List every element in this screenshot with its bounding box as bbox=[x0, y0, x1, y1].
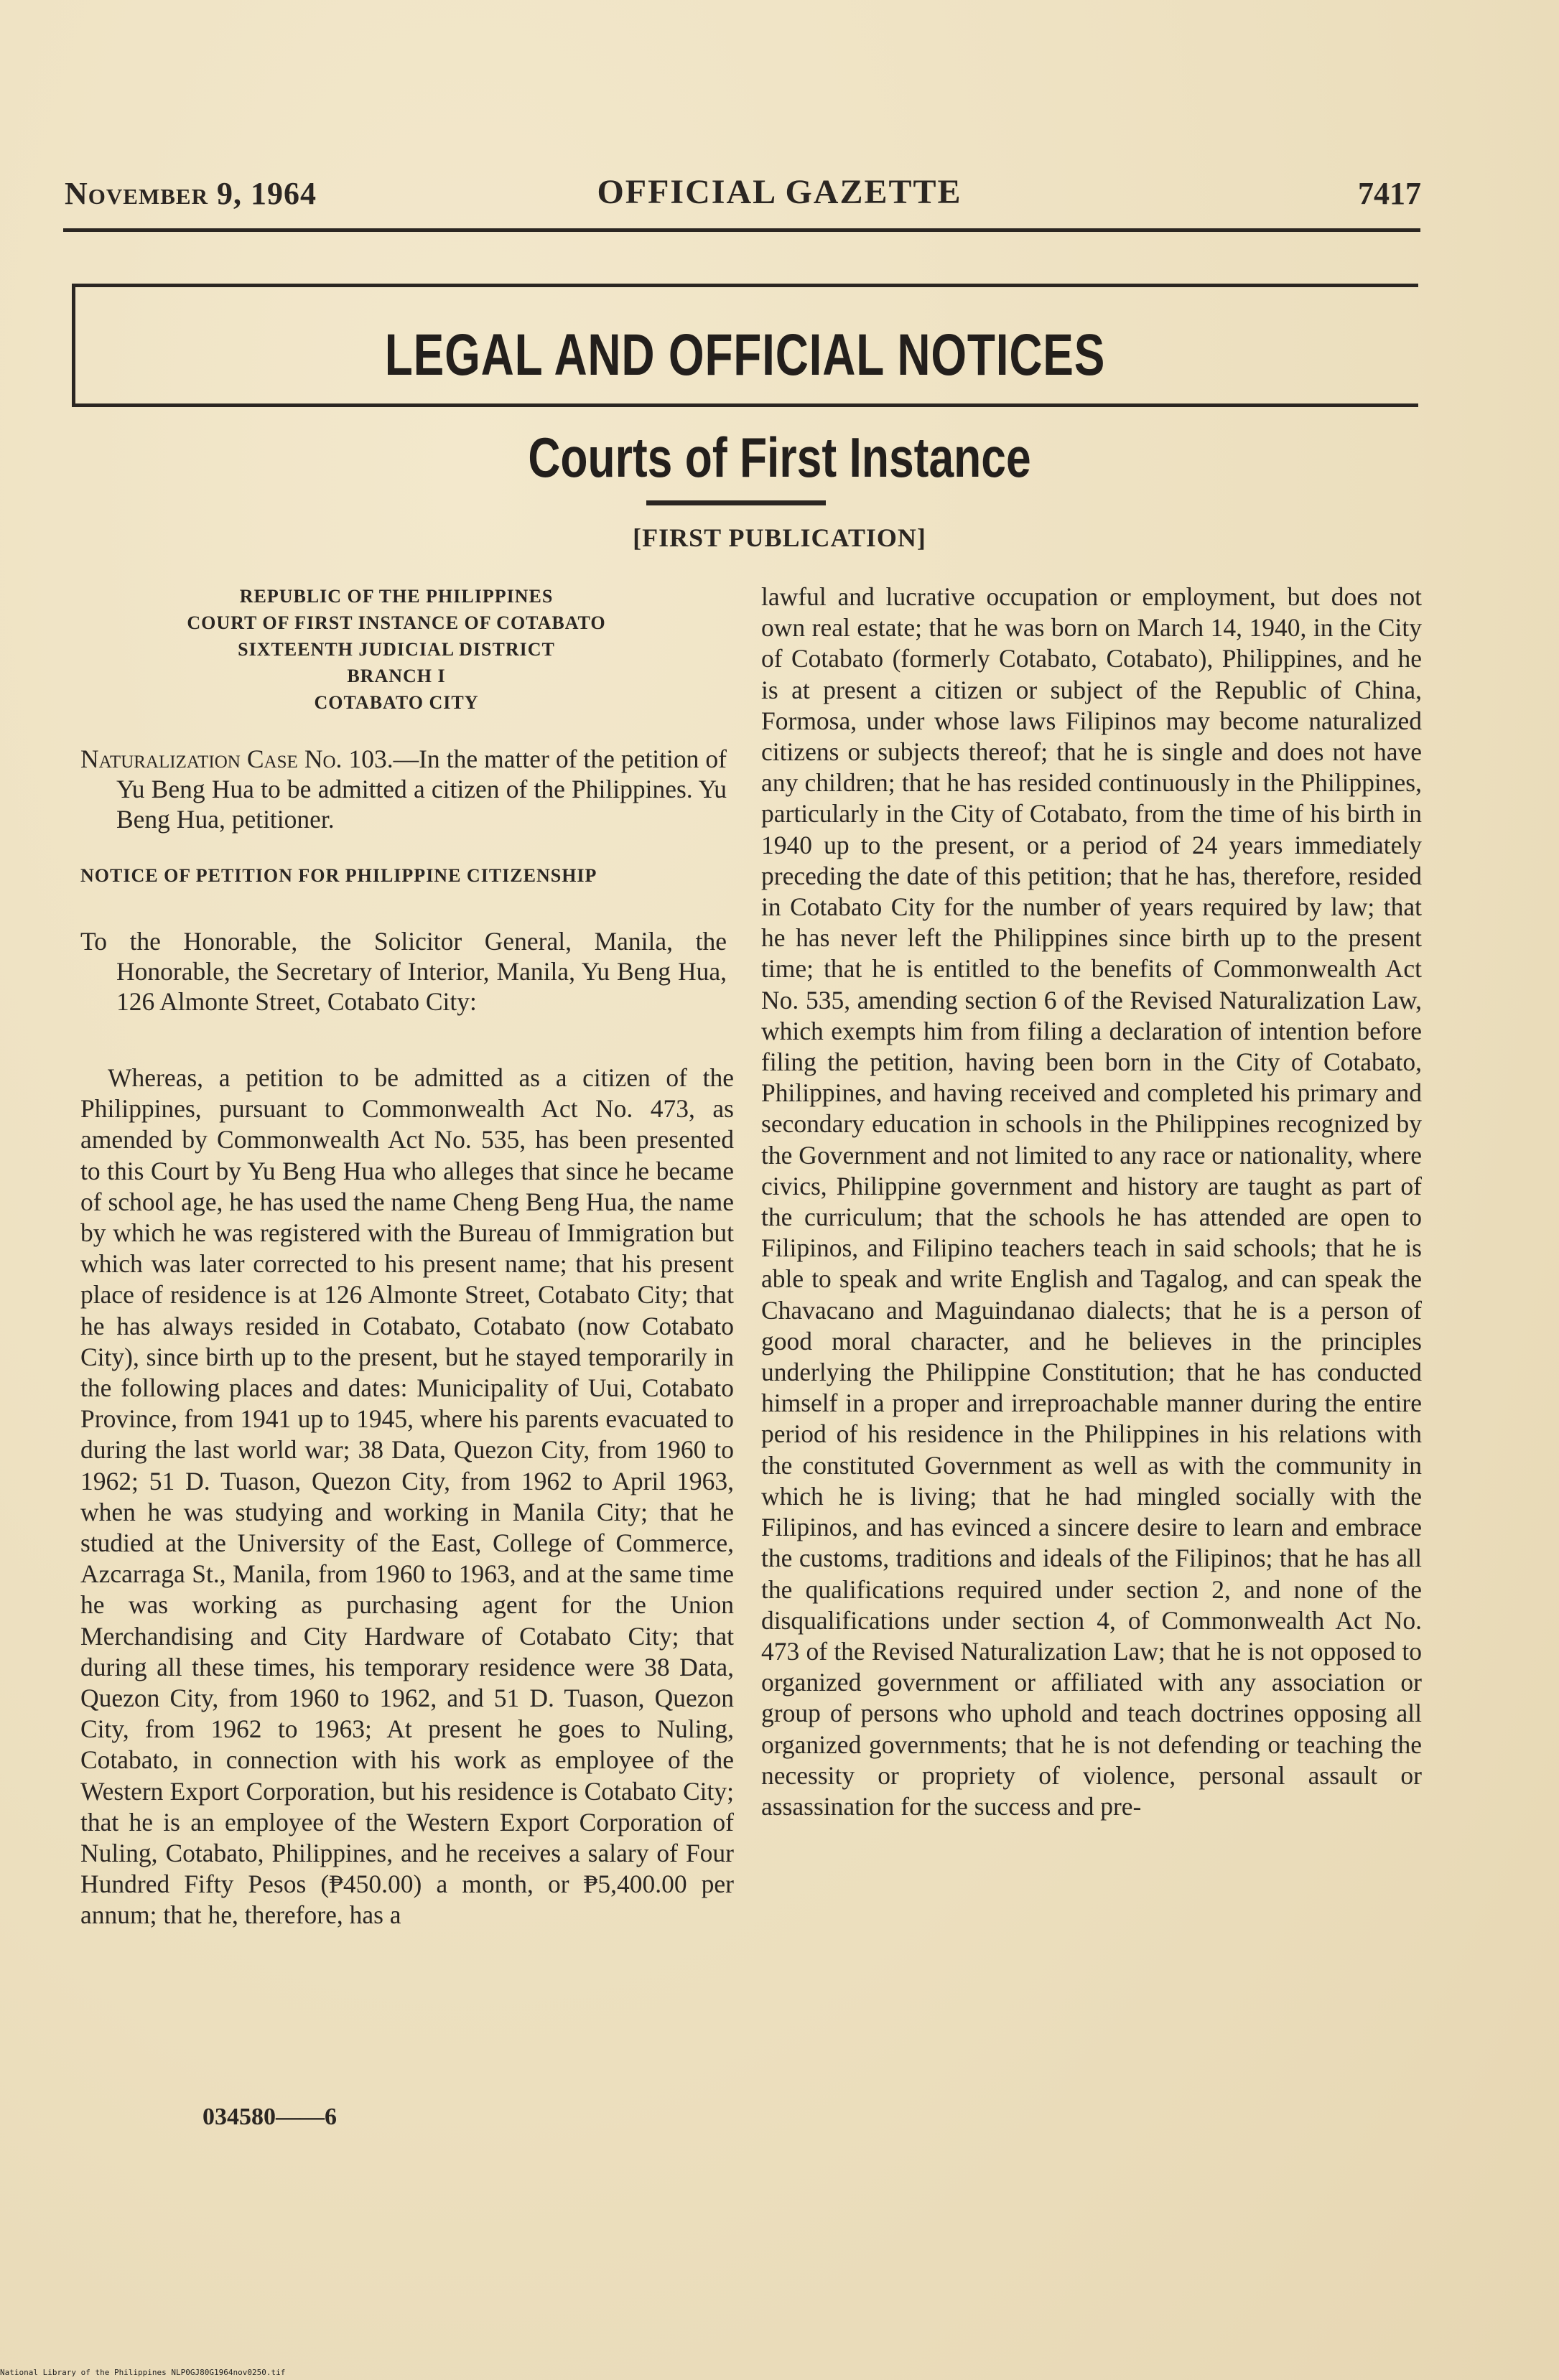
case-label: Naturalization Case No. 103. bbox=[80, 745, 394, 773]
subsection-title: Courts of First Instance bbox=[528, 426, 1031, 489]
court-caption bbox=[80, 583, 712, 716]
caption-line: BRANCH I bbox=[347, 666, 446, 686]
caption-line: COTABATO CITY bbox=[314, 692, 479, 713]
publication-title: OFFICIAL GAZETTE bbox=[597, 173, 962, 211]
caption-line: COURT OF FIRST INSTANCE OF COTABATO bbox=[187, 612, 606, 633]
caption-line: REPUBLIC OF THE PHILIPPINES bbox=[239, 586, 554, 607]
notice-title: NOTICE OF PETITION FOR PHILIPPINE CITIZENSHIP bbox=[80, 865, 597, 886]
addressees: To the Honorable, the Solicitor General, Manila, the Honorable, the Secretary of Interior, Manila, Yu Beng Hua, 126 Almonte Street, Cotabato City: bbox=[80, 927, 727, 1016]
page-number: 7417 bbox=[1358, 176, 1421, 211]
scan-footer: National Library of the Philippines NLP0GJ80G1964nov0250.tif bbox=[0, 2368, 286, 2377]
header-date: November 9, 1964 bbox=[65, 176, 317, 211]
caption-line: SIXTEENTH JUDICIAL DISTRICT bbox=[238, 639, 555, 660]
section-title: LEGAL AND OFFICIAL NOTICES bbox=[384, 322, 1106, 388]
header-rule bbox=[63, 228, 1420, 232]
body-left-column bbox=[80, 1063, 734, 1931]
subsection-rule bbox=[646, 500, 826, 505]
body-paragraph-left: Whereas, a petition to be admitted as a citizen of the Philippines, pursuant to Commonwealth Act No. 473, as amended by Commonwealth Act No. 535, has been presented to this Court by Yu Beng Hua who alleges that since he became of school age, he has used the name Cheng Beng Hua, the name by which he was registered with the Bureau of Immigration but which was later corrected to his present name; that his present place of residence is at 126 Almonte Street, Cotabato City; that he has always resided in Cotabato, Cotabato (now Cotabato City), since birth up to the present, but he stayed temporarily in the following places and dates: Municipality of Uui, Cotabato Province, from 1941 up to 1945, where his parents evacuated to during the last world war; 38 Data, Quezon City, from 1960 to 1962; 51 D. Tuason, Quezon City, from 1962 to April 1963, when he was studying and working in Manila City; that he studied at the University of the East, College of Commerce, Azcarraga St., Manila, from 1960 to 1963, and at the same time he was working as purchasing agent for the Union Merchandising and City Hardware of Cotabato City; that during all these times, his temporary residence were 38 Data, Quezon City, from 1960 to 1962, and 51 D. Tuason, Quezon City, from 1962 to 1963; At present he goes to Nuling, Cotabato, in connection with his work as employee of the Western Export Corporation, but his residence is Cotabato City; that he is an employee of the Western Export Corporation of Nuling, Cotabato, Philippines, and he receives a salary of Four Hundred Fifty Pesos (₱450.00) a month, or ₱5,400.00 per annum; that he, therefore, has a bbox=[80, 1063, 734, 1930]
publication-note: [FIRST PUBLICATION] bbox=[633, 523, 926, 552]
case-title bbox=[80, 744, 727, 834]
body-right-column bbox=[761, 582, 1422, 1822]
body-paragraph-right: lawful and lucrative occupation or employment, but does not own real estate; that he was born on March 14, 1940, in the City of Cotabato (formerly Cotabato, Cotabato), Philippines, and he is at present a citizen or subject of the Republic of China, Formosa, under whose laws Filipinos may become naturalized citizens or subjects thereof; that he is single and does not have any children; that he has resided continuously in the Philippines, particularly in the City of Cotabato, from the time of his birth in 1940 up to the present, or a period of 24 years immediately preceding the date of this petition; that he has, therefore, resided in Cotabato City for the number of years required by law; that he has never left the Philippines since birth up to the present time; that he is entitled to the benefits of Commonwealth Act No. 535, amending section 6 of the Revised Naturalization Law, which exempts him from filing a declaration of intention before filing the petition, having been born in the City of Cotabato, Philippines, and having received and completed his primary and secondary education in schools in the Philippines recognized by the Government and not limited to any race or nationality, where civics, Philippine government and history are taught as part of the curriculum; that the schools he has attended are open to Filipinos, and Filipino teachers teach in said schools; that he is able to speak and write English and Tagalog, and can speak the Chavacano and Maguindanao dialects; that he is a person of good moral character, and he believes in the principles underlying the Philippine Constitution; that he has conducted himself in a proper and irreproachable manner during the entire period of his residence in the Philippines in his relations with the constituted Government as well as with the community in which he is living; that he had mingled socially with the Filipinos, and has evinced a sincere desire to learn and embrace the customs, traditions and ideals of the Filipinos; that he has all the qualifications required under section 2, and none of the disqualifications under section 4, of Commonwealth Act No. 473 of the Revised Naturalization Law; that he is not opposed to organized government or affiliated with any association or group of persons who uphold and teach doctrines opposing all organized governments; that he is not defending or teaching the necessity or propriety of violence, personal assault or assassination for the success and pre- bbox=[761, 582, 1422, 1821]
print-code: 034580——6 bbox=[203, 2104, 337, 2130]
case-text: —In the matter of the petition of Yu Beng Hua to be admitted a citizen of the Philippines. Yu Beng Hua, petitioner. bbox=[116, 745, 727, 834]
